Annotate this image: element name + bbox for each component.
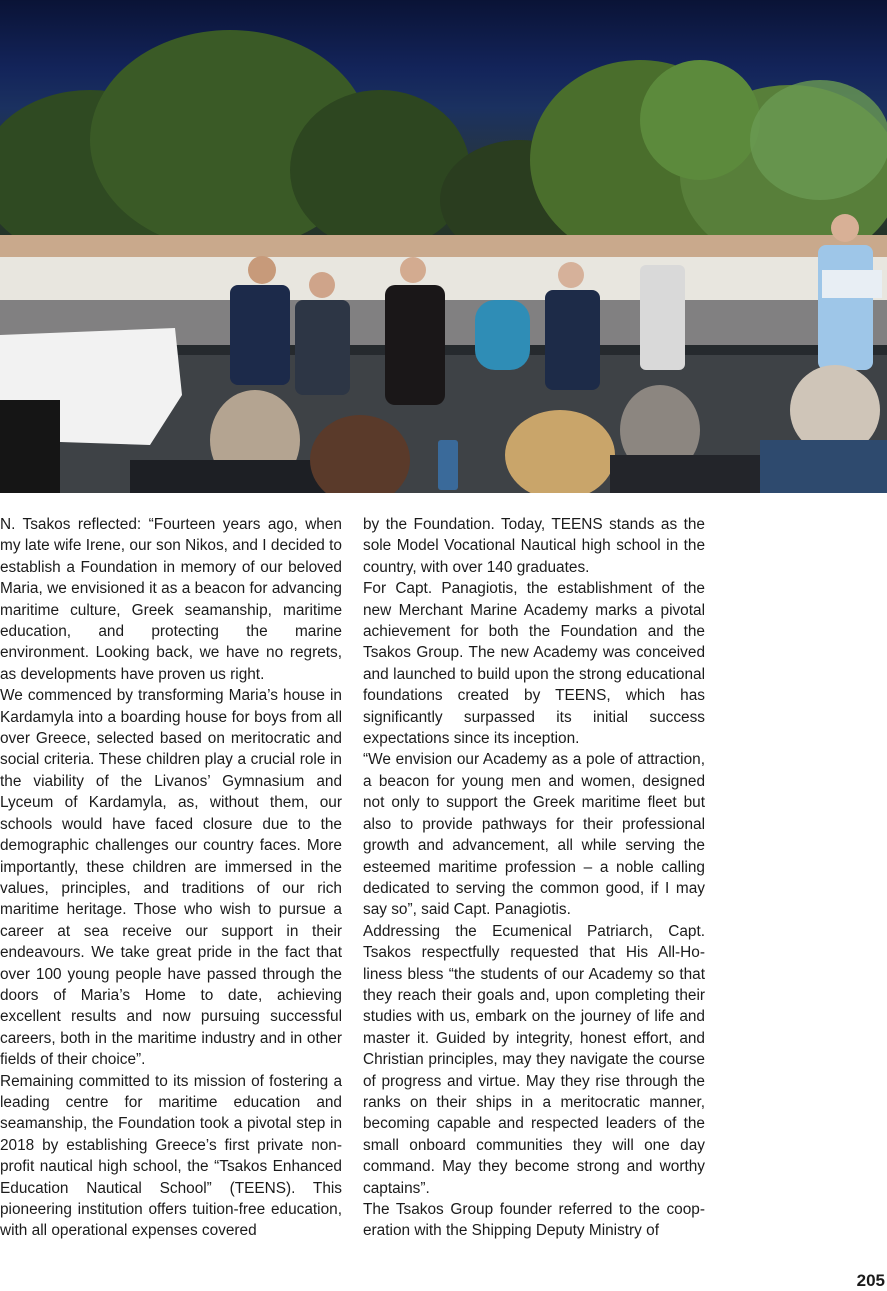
paragraph: N. Tsakos reflected: “Fourteen years ago, when my late wife Irene, our son Nikos, and I decided to establish a Foundation in memory of our beloved Maria, we envisioned it as a beacon for advancing maritime culture, Greek seamanship, maritime education, and protecting the marine environment. Looking back, we have no regrets, as developments have proven us right. (0, 516, 342, 683)
trees (0, 30, 887, 265)
ceremony-photo-icon (0, 0, 887, 493)
page-number: 205 (856, 1271, 885, 1290)
paragraph: by the Foundation. Today, TEENS stands as the sole Model Vocational Nautical high school in the country, with over 140 graduates. (363, 516, 705, 576)
paragraph: “We envision our Academy as a pole of attraction, a beacon for young men and women, designed not only to support the Greek maritime fleet but also to provide pathways for their professional growth and advancement, all while serving the esteemed maritime profession – a noble calling dedicated to serving the common good, if I may say so”, said Capt. Panagiotis. (363, 751, 705, 919)
ceremony-photo (0, 0, 887, 493)
paragraph: For Capt. Panagiotis, the establishment of the new Merchant Marine Academy marks a pivotal achievement for both the Foundation and the Tsakos Group. The new Academy was conceived and launched to build upon the strong educational foundations created by TEENS, which has significantly surpassed its initial success expectations since its inception. (363, 580, 705, 748)
paragraph: We commenced by transforming Maria’s house in Kardamyla into a boarding house for boys from all over Greece, selected based on meritocratic and social criteria. These children play a crucial role in the viability of the Livanos’ Gymnasium and Lyceum of Kardamyla, as, without them, our schools would have faced closure due to the demographic challenges our country faces. More importantly, these children are immersed in the values, principles, and traditions of our rich maritime heritage. Those who wish to pursue a career at sea receive our support in their endeavours. We take great pride in the fact that over 100 young people have passed through the doors of Maria’s Home to date, achieving excellent results and now pursuing successful careers, both in the maritime industry and in other fields of their choice”. (0, 687, 342, 1069)
paragraph: The Tsakos Group founder referred to the cooperation with the Shipping Deputy Ministry of (363, 1201, 705, 1240)
article-left-column (0, 514, 342, 1242)
paragraph: Remaining committed to its mission of fostering a leading centre for maritime education and seamanship, the Foundation took a pivotal step in 2018 by establishing Greece’s first private non-profit nautical high school, the “Tsakos Enhanced Education Nautical School” (TEENS). This pioneering institution offers tuition-free education, with all operational expenses covered (0, 1072, 342, 1240)
article-right-column (363, 514, 705, 1242)
paragraph: Addressing the Ecumenical Patriarch, Capt. Tsakos respectfully requested that His All-Holiness bless “the students of our Academy so that they reach their goals and, upon completing their studies with us, embark on the journey of life and master it. Guided by integrity, honest effort, and Christian principles, may they navigate the course of progress and virtue. May they rise through the ranks on their ships in a meritocratic manner, becoming capable and respected leaders of the small onboard communities they will one day command. May they become strong and worthy captains”. (363, 922, 705, 1197)
